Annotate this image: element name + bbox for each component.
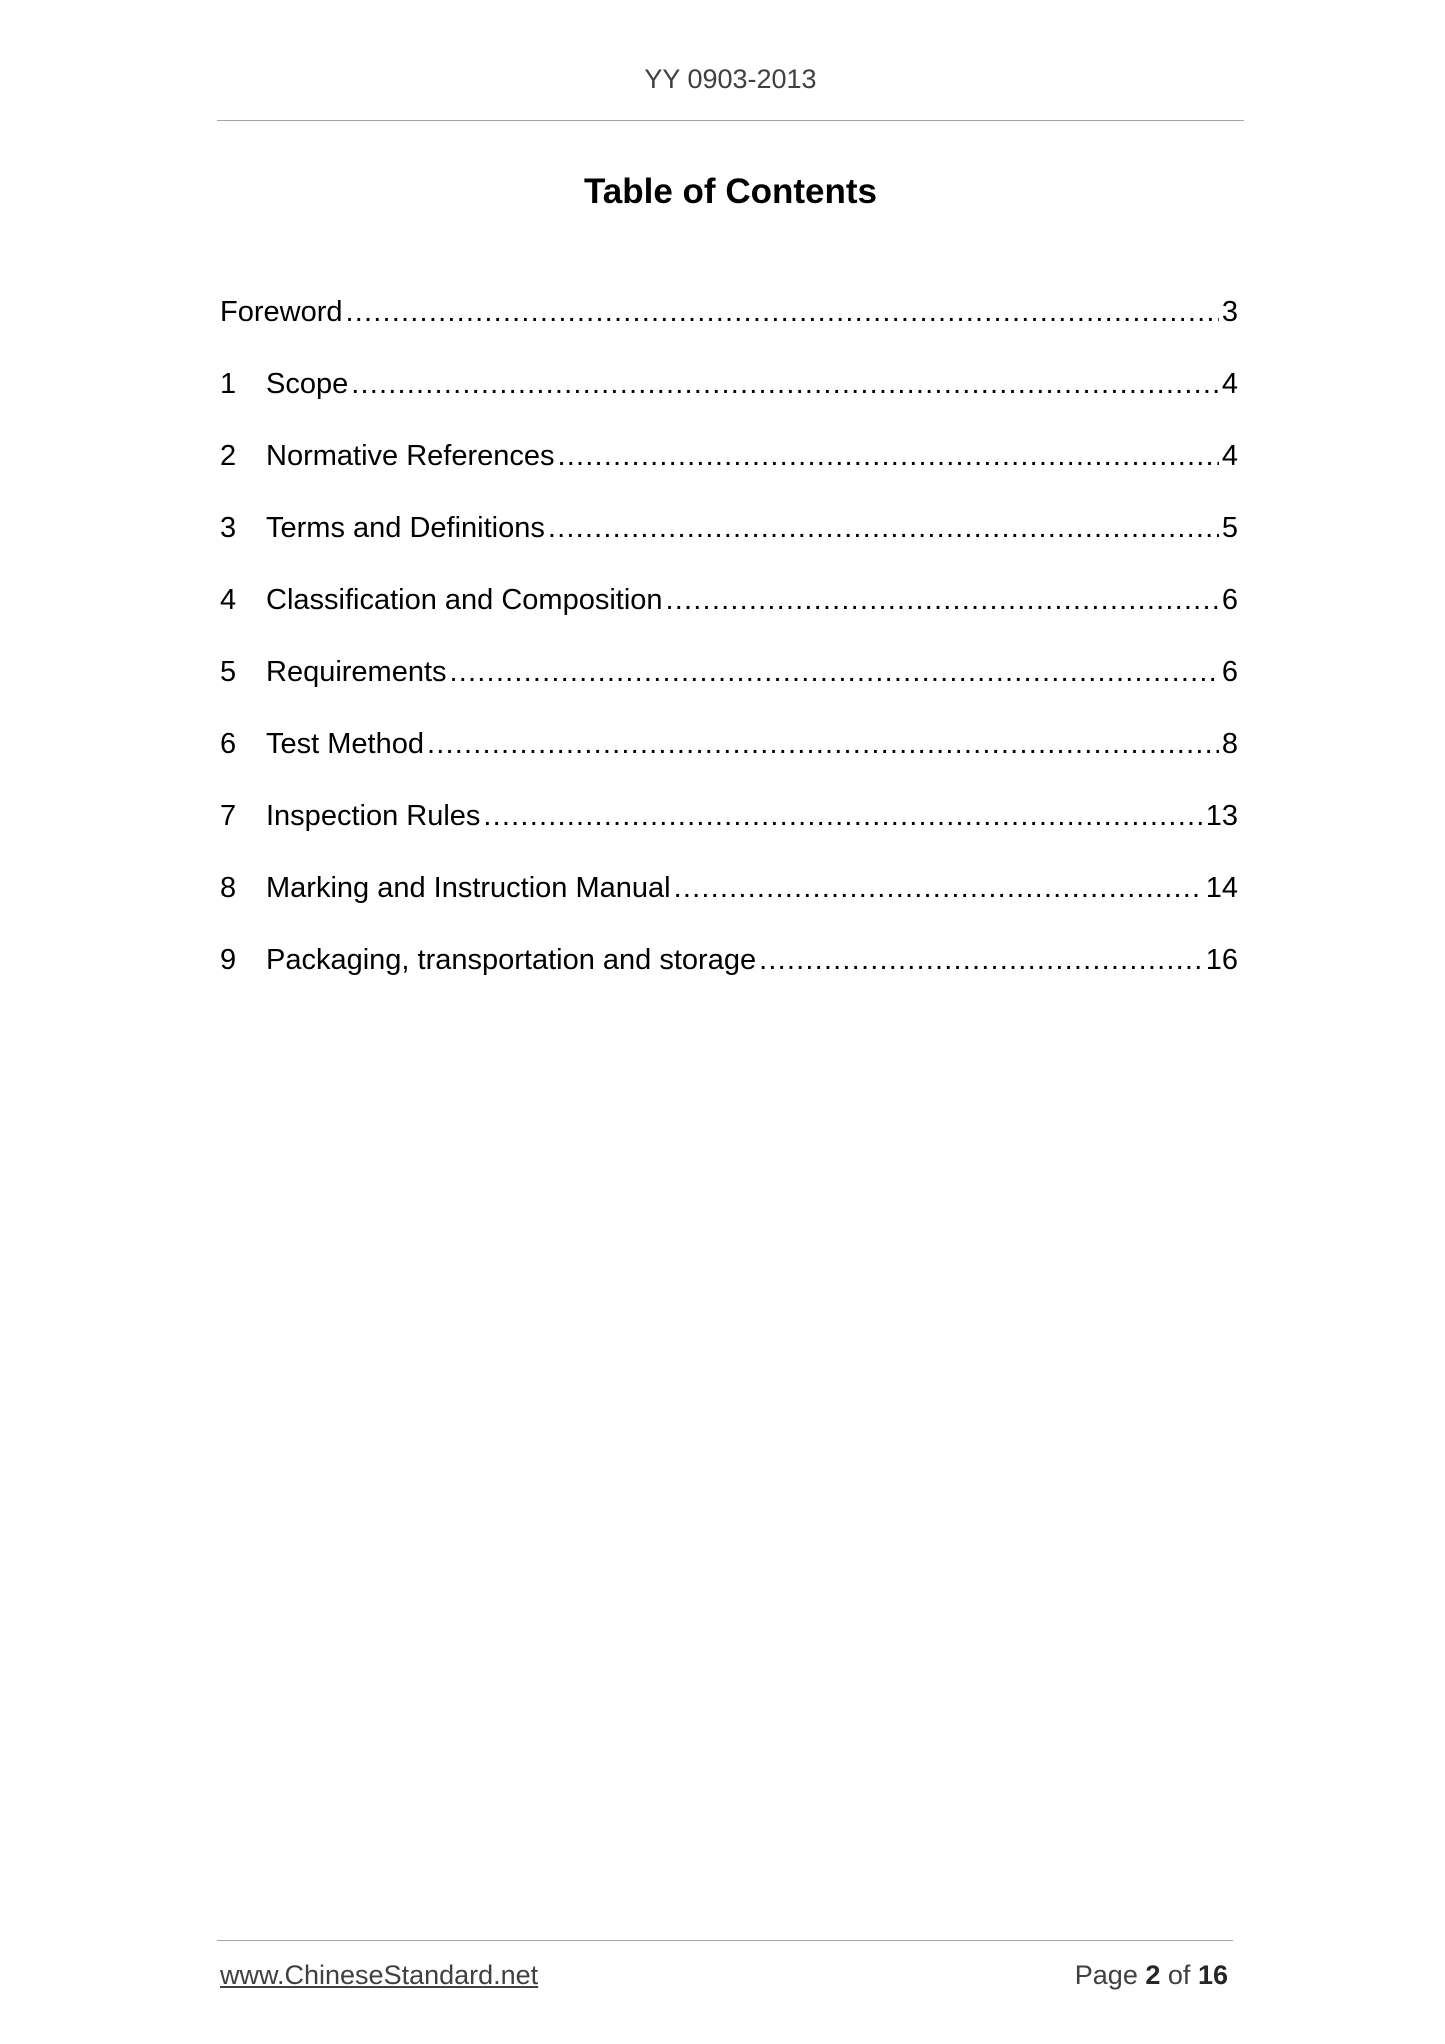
toc-entry-terms-and-definitions[interactable] (220, 510, 1238, 582)
toc-entry-page: 6 (1221, 656, 1238, 688)
toc-dot-leader (450, 654, 1219, 690)
footer-page-word: Page (1074, 1960, 1138, 1990)
toc-entry-label: Foreword (220, 296, 343, 328)
toc-entry-scope[interactable] (220, 366, 1238, 438)
toc-entry-number: 5 (220, 656, 237, 688)
toc-dot-leader (674, 870, 1203, 906)
toc-entry-label: Normative References (266, 440, 555, 472)
toc-dot-leader (483, 798, 1202, 834)
toc-entry-page: 8 (1221, 728, 1238, 760)
toc-entry-number: 9 (220, 944, 237, 976)
footer-page-current: 2 (1145, 1960, 1161, 1990)
toc-entry-marking-and-instruction-manual[interactable] (220, 870, 1238, 942)
toc-entry-label: Packaging, transportation and storage (266, 944, 757, 976)
toc-dot-leader (558, 438, 1219, 474)
footer-page-total: 16 (1197, 1960, 1228, 1990)
toc-entry-normative-references[interactable] (220, 438, 1238, 510)
toc-entry-requirements[interactable] (220, 654, 1238, 726)
toc-entry-test-method[interactable] (220, 726, 1238, 798)
toc-title: Table of Contents (584, 172, 877, 211)
toc-entry-page: 14 (1205, 872, 1238, 904)
toc-dot-leader (351, 366, 1219, 402)
toc-entry-label: Test Method (266, 728, 424, 760)
page-header-doc-id: YY 0903-2013 (644, 64, 817, 94)
header-divider (217, 120, 1244, 121)
toc-entry-page: 16 (1205, 944, 1238, 976)
toc-entry-label: Marking and Instruction Manual (266, 872, 671, 904)
toc-entry-page: 5 (1221, 512, 1238, 544)
toc-entry-classification-and-composition[interactable] (220, 582, 1238, 654)
toc-entry-number: 7 (220, 800, 237, 832)
toc-entry-number: 3 (220, 512, 237, 544)
toc-entry-number: 2 (220, 440, 237, 472)
toc-entry-label: Requirements (266, 656, 447, 688)
toc-entry-page: 4 (1221, 368, 1238, 400)
toc-dot-leader (427, 726, 1219, 762)
toc-list (220, 294, 1238, 1014)
footer-page-indicator (1075, 1960, 1228, 1991)
toc-entry-page: 4 (1221, 440, 1238, 472)
toc-entry-page: 13 (1205, 800, 1238, 832)
toc-entry-label: Inspection Rules (266, 800, 481, 832)
toc-entry-number: 8 (220, 872, 237, 904)
toc-entry-inspection-rules[interactable] (220, 798, 1238, 870)
toc-entry-label: Classification and Composition (266, 584, 663, 616)
toc-entry-number: 6 (220, 728, 237, 760)
toc-entry-page: 3 (1221, 296, 1238, 328)
toc-entry-foreword[interactable] (220, 294, 1238, 366)
toc-dot-leader (548, 510, 1219, 546)
toc-entry-number: 4 (220, 584, 237, 616)
toc-dot-leader (666, 582, 1219, 618)
toc-entry-label: Scope (266, 368, 349, 400)
footer-website-link[interactable]: www.ChineseStandard.net (220, 1960, 539, 1990)
toc-dot-leader (759, 942, 1203, 978)
toc-entry-page: 6 (1221, 584, 1238, 616)
toc-entry-packaging-transportation-storage[interactable] (220, 942, 1238, 1014)
toc-entry-number: 1 (220, 368, 237, 400)
footer-page-of: of (1167, 1960, 1191, 1990)
footer-divider (217, 1940, 1233, 1941)
toc-dot-leader (346, 294, 1219, 330)
toc-entry-label: Terms and Definitions (266, 512, 545, 544)
